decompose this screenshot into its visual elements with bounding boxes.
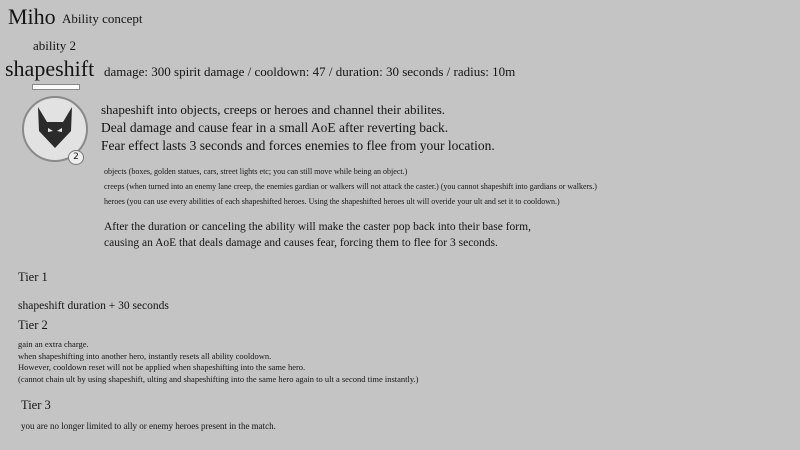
description-line: Fear effect lasts 3 seconds and forces enemies to flee from your location. [101,138,495,153]
charge-bar [32,84,80,90]
description-after-line: After the duration or canceling the ability will make the caster pop back into their base form, [104,221,531,233]
description-after [104,220,531,251]
tier1-heading: Tier 1 [18,270,48,284]
detail-creeps: creeps (when turned into an enemy lane creep, the enemies gardian or walkers will not attack the caster.) (you cannot shapeshift into gardians or walkers.) [104,182,597,191]
tier2-line: However, cooldown reset will not be applied when shapeshifting into the same hero. [18,362,306,372]
ability-number-label: ability 2 [33,38,76,53]
description-line: shapeshift into objects, creeps or heroes and channel their abilites. [101,102,446,117]
description-main [101,101,495,155]
description-after-line: causing an AoE that deals damage and causes fear, forcing them to flee for 3 seconds. [104,236,498,249]
ability-name: shapeshift [5,56,95,81]
page-subtitle: Ability concept [62,11,143,26]
tier2-line: when shapeshifting into another hero, instantly resets all ability cooldown. [18,350,272,361]
tier2-text [18,339,419,385]
description-line: Deal damage and cause fear in a small AoE after reverting back. [101,120,449,135]
tier2-line: (cannot chain ult by using shapeshift, ulting and shapeshifting into the same hero again to ult a second time instantly.) [18,373,419,384]
detail-objects: objects (boxes, golden statues, cars, street lights etc; you can still move while being an object.) [104,167,408,176]
tier2-line: gain an extra charge. [18,339,89,349]
ability-stats: damage: 300 spirit damage / cooldown: 47 / duration: 30 seconds / radius: 10m [104,64,516,79]
description-details [104,164,597,209]
tier3-heading: Tier 3 [21,398,51,412]
ability-slot-badge: 2 [68,150,84,165]
tier2-heading: Tier 2 [18,318,48,332]
ability-icon-frame [22,84,88,164]
tier1-text: shapeshift duration + 30 seconds [18,300,169,312]
detail-heroes: heroes (you can use every abilities of each shapeshifted heroes. Using the shapeshifted heroes ult will overide your ult and set it to cooldown.) [104,197,560,206]
tier3-text: you are no longer limited to ally or enemy heroes present in the match. [21,421,276,431]
hero-name: Miho [8,4,56,29]
